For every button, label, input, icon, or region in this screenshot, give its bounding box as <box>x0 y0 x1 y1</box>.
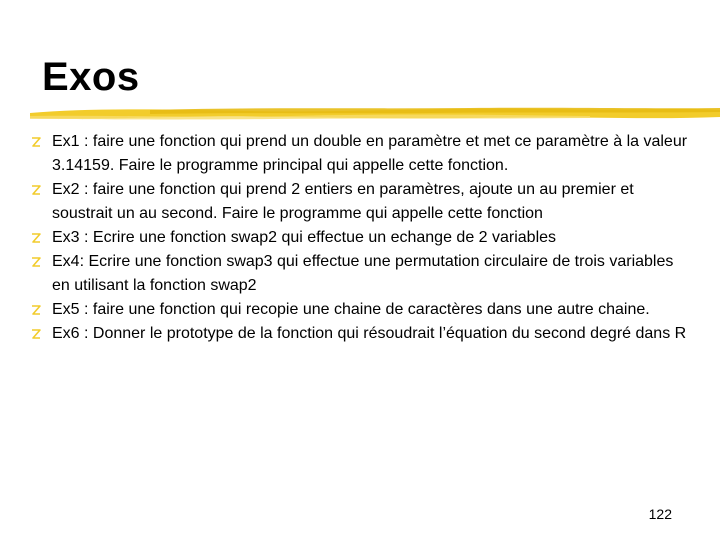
z-bullet-icon <box>30 136 42 149</box>
page-number: 122 <box>648 506 672 522</box>
z-bullet-icon <box>30 256 42 269</box>
bullet-item-6 <box>30 322 690 346</box>
bullet-text: Ex3 : Ecrire une fonction swap2 qui effectue un echange de 2 variables <box>52 229 557 246</box>
bullet-text: Ex2 : faire une fonction qui prend 2 entiers en paramètres, ajoute un au premier et soustrait un au second. Faire le programme qui appelle cette fonction <box>52 181 634 222</box>
bullet-text: Ex1 : faire une fonction qui prend un double en paramètre et met ce paramètre à la valeur 3.14159. Faire le programme principal qui appelle cette fonction. <box>52 133 688 174</box>
title-brush-underline <box>30 100 720 124</box>
slide-title: Exos <box>42 55 140 99</box>
bullet-text: Ex5 : faire une fonction qui recopie une chaine de caractères dans une autre chaine. <box>52 301 650 318</box>
bullet-list <box>30 130 690 346</box>
bullet-text: Ex6 : Donner le prototype de la fonction qui résoudrait l’équation du second degré dans R <box>52 325 687 342</box>
bullet-item-1 <box>30 130 690 178</box>
z-bullet-icon <box>30 184 42 197</box>
z-bullet-icon <box>30 328 42 341</box>
bullet-item-2 <box>30 178 690 226</box>
z-bullet-icon <box>30 232 42 245</box>
bullet-item-4 <box>30 250 690 298</box>
bullet-item-5 <box>30 298 690 322</box>
bullet-item-3 <box>30 226 690 250</box>
bullet-text: Ex4: Ecrire une fonction swap3 qui effectue une permutation circulaire de trois variables en utilisant la fonction swap2 <box>52 253 674 294</box>
z-bullet-icon <box>30 304 42 317</box>
